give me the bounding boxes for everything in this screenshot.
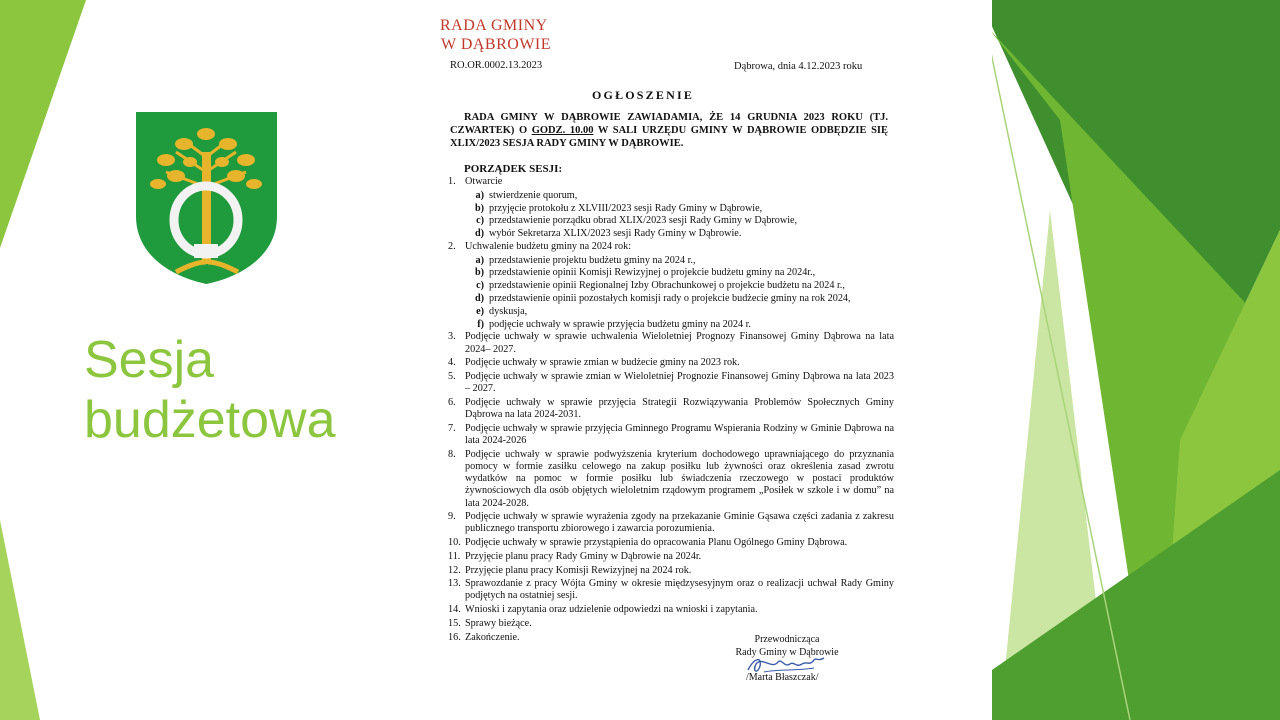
agenda-item-text: Podjęcie uchwały w sprawie przyjęcia Strategii Rozwiązywania Problemów Społecznych Gminy Dąbrowa na lata 2024-2031.	[465, 396, 894, 421]
agenda-subitem	[465, 280, 894, 292]
agenda-item-text: Zakończenie.	[465, 631, 520, 643]
agenda-item-text: Podjęcie uchwały w sprawie przystąpienia do opracowania Planu Ogólnego Gminy Dąbrowa.	[465, 537, 848, 549]
agenda-item-text: Przyjęcie planu pracy Rady Gminy w Dąbrowie na 2024r.	[465, 550, 702, 562]
agenda-item	[448, 565, 894, 577]
agenda-item-number: 6.	[448, 396, 456, 408]
agenda-item-text: Podjęcie uchwały w sprawie zmian w Wieloletniej Prognozie Finansowej Gminy Dąbrowa na lata 2023 – 2027.	[465, 370, 894, 395]
agenda-item-text: Podjęcie uchwały w sprawie zmian w budżecie gminy na 2023 rok.	[465, 357, 740, 369]
subitem-text: podjęcie uchwały w sprawie przyjęcia budżetu gminy na 2024 r.	[489, 318, 751, 330]
letterhead-line-2: W DĄBROWIE	[441, 36, 552, 53]
announcement-part-2: W SALI URZĘDU GMINY W DĄBROWIE ODBĘDZIE SIĘ XLIX/2023 SESJA RADY GMINY W DĄBROWIE.	[450, 125, 888, 149]
agenda-subitem	[465, 267, 894, 279]
agenda-item-text: Podjęcie uchwały w sprawie podwyższenia kryterium dochodowego uprawniającego do przyznania pomocy w formie zasiłku celowego na zakup posiłku lub żywności oraz określenia zasad zwrotu wydatków na pomoc w formie posiłku lub świadczenia rzeczowego w postaci produktów żywnościowych dla osób objętych wieloletnim rządowym programem „Posiłek w szkole i w domu” na lata 2024-2028.	[465, 448, 894, 509]
agenda-item-number: 15.	[448, 617, 461, 629]
left-green-wedge-bottom	[0, 520, 40, 720]
coat-of-arms-oak-tree-icon	[136, 112, 277, 284]
left-green-wedge	[0, 0, 86, 248]
agenda-item-text: Podjęcie uchwały w sprawie wyrażenia zgody na przekazanie Gminie Gąsawa części zadania z zakresu publicznego transportu zbiorowego i zawarcia porozumienia.	[465, 511, 894, 535]
announcement-time: GODZ. 10.00	[531, 125, 594, 136]
agenda-item-number: 3.	[448, 331, 456, 343]
agenda-item	[448, 397, 894, 421]
scanned-announcement-document	[392, 0, 992, 720]
agenda-subitem	[465, 319, 894, 331]
subitem-letter: f)	[477, 318, 484, 330]
subitem-text: przedstawienie opinii Komisji Rewizyjnej o projekcie budżetu gminy na 2024r.,	[489, 267, 816, 279]
subitem-text: wybór Sekretarza XLIX/2023 sesji Rady Gminy w Dąbrowie.	[489, 228, 742, 240]
agenda-item	[448, 176, 894, 188]
subitem-text: przedstawienie projektu budżetu gminy na 2024 r.,	[489, 254, 696, 266]
agenda-item	[448, 241, 894, 253]
agenda-subitem	[465, 215, 894, 227]
subitem-text: przedstawienie porządku obrad XLIX/2023 sesji Rady Gminy w Dąbrowie,	[489, 215, 798, 227]
agenda-item-number: 11.	[448, 550, 461, 562]
agenda-item-text: Uchwalenie budżetu gminy na 2024 rok:	[465, 240, 632, 252]
agenda-item-text: Podjęcie uchwały w sprawie uchwalenia Wieloletniej Prognozy Finansowej Gminy Dąbrowa na lata 2024– 2027.	[465, 331, 894, 355]
slide-title-line-2: budżetowa	[84, 391, 336, 449]
agenda-item-number: 5.	[448, 370, 456, 382]
agenda-subitem	[465, 306, 894, 318]
subitem-text: przyjęcie protokołu z XLVIII/2023 sesji Rady Gminy w Dąbrowie,	[489, 202, 763, 214]
document-date: Dąbrowa, dnia 4.12.2023 roku	[734, 61, 863, 72]
agenda-item-number: 12.	[448, 564, 461, 576]
agenda-item-number: 7.	[448, 422, 456, 434]
agenda-list	[448, 176, 894, 645]
council-letterhead	[440, 16, 551, 54]
agenda-item-text: Wnioski i zapytania oraz udzielenie odpowiedzi na wnioski i zapytania.	[465, 604, 758, 616]
agenda-item-number: 10.	[448, 537, 461, 549]
subitem-letter: b)	[474, 202, 484, 214]
subitem-letter: d)	[474, 228, 484, 240]
announcement-paragraph	[450, 111, 888, 150]
subitem-text: dyskusja,	[489, 305, 528, 317]
agenda-item-number: 1.	[448, 176, 456, 187]
agenda-subitem	[465, 228, 894, 240]
slide-title	[84, 330, 336, 450]
agenda-item	[448, 537, 894, 549]
agenda-item-number: 16.	[448, 631, 461, 643]
letterhead-line-1: RADA GMINY	[440, 17, 548, 34]
agenda-item-number: 14.	[448, 604, 461, 616]
agenda-item-text: Podjęcie uchwały w sprawie przyjęcia Gminnego Programu Wspierania Rodziny w Gminie Dąbrowa na lata 2024-2026	[465, 422, 894, 446]
announcement-part-1: RADA GMINY W DĄBROWIE ZAWIADAMIA, ŻE 14 GRUDNIA 2023 ROKU (TJ. CZWARTEK) O	[450, 112, 888, 136]
agenda-item	[448, 449, 894, 510]
agenda-subitem	[465, 255, 894, 267]
agenda-item-number: 2.	[448, 240, 456, 252]
subitem-letter: a)	[475, 189, 484, 201]
subitem-letter: e)	[476, 305, 484, 317]
agenda-item-number: 9.	[448, 511, 456, 523]
agenda-item-1-subitems	[448, 190, 894, 241]
agenda-item-text: Otwarcie	[465, 176, 503, 187]
agenda-item-text: Sprawozdanie z pracy Wójta Gminy w okresie międzysesyjnym oraz o realizacji uchwał Rady Gminy podjętych na ostatniej sesji.	[465, 578, 894, 602]
agenda-item	[448, 423, 894, 447]
subitem-letter: d)	[474, 292, 484, 304]
agenda-heading: PORZĄDEK SESJI:	[464, 163, 563, 175]
subitem-text: przedstawienie opinii pozostałych komisji rady o projekcie budżecie gminy na rok 2024,	[489, 292, 851, 304]
agenda-item	[448, 511, 894, 535]
agenda-item	[448, 618, 894, 630]
signature-name: /Marta Błaszczak/	[746, 672, 819, 683]
agenda-item	[448, 604, 894, 616]
subitem-letter: c)	[476, 280, 484, 292]
agenda-subitem	[465, 293, 894, 305]
agenda-subitem	[465, 190, 894, 202]
agenda-item-number: 4.	[448, 357, 456, 369]
subitem-text: przedstawienie opinii Regionalnej Izby Obrachunkowej o projekcie budżetu na 2024 r.,	[489, 280, 845, 292]
agenda-item-text: Przyjęcie planu pracy Komisji Rewizyjnej na 2024 rok.	[465, 564, 692, 576]
agenda-item	[448, 578, 894, 602]
signature-role-line-1: Przewodnicząca	[754, 634, 820, 645]
subitem-letter: c)	[476, 215, 484, 227]
agenda-item-number: 8.	[448, 448, 456, 460]
agenda-item-number: 13.	[448, 578, 461, 590]
agenda-item	[448, 357, 894, 369]
agenda-item-2-subitems	[448, 255, 894, 331]
document-reference-number: RO.OR.0002.13.2023	[450, 60, 543, 71]
agenda-subitem	[465, 203, 894, 215]
agenda-item	[448, 551, 894, 563]
document-title: OGŁOSZENIE	[592, 88, 695, 102]
subitem-letter: a)	[475, 254, 484, 266]
subitem-text: stwierdzenie quorum,	[489, 189, 578, 201]
agenda-item	[448, 331, 894, 355]
slide-title-line-1: Sesja	[84, 331, 215, 389]
subitem-letter: b)	[474, 267, 484, 279]
agenda-item	[448, 371, 894, 395]
signature-role-line-2: Rady Gminy w Dąbrowie	[735, 646, 839, 658]
agenda-item-text: Sprawy bieżące.	[465, 617, 532, 629]
